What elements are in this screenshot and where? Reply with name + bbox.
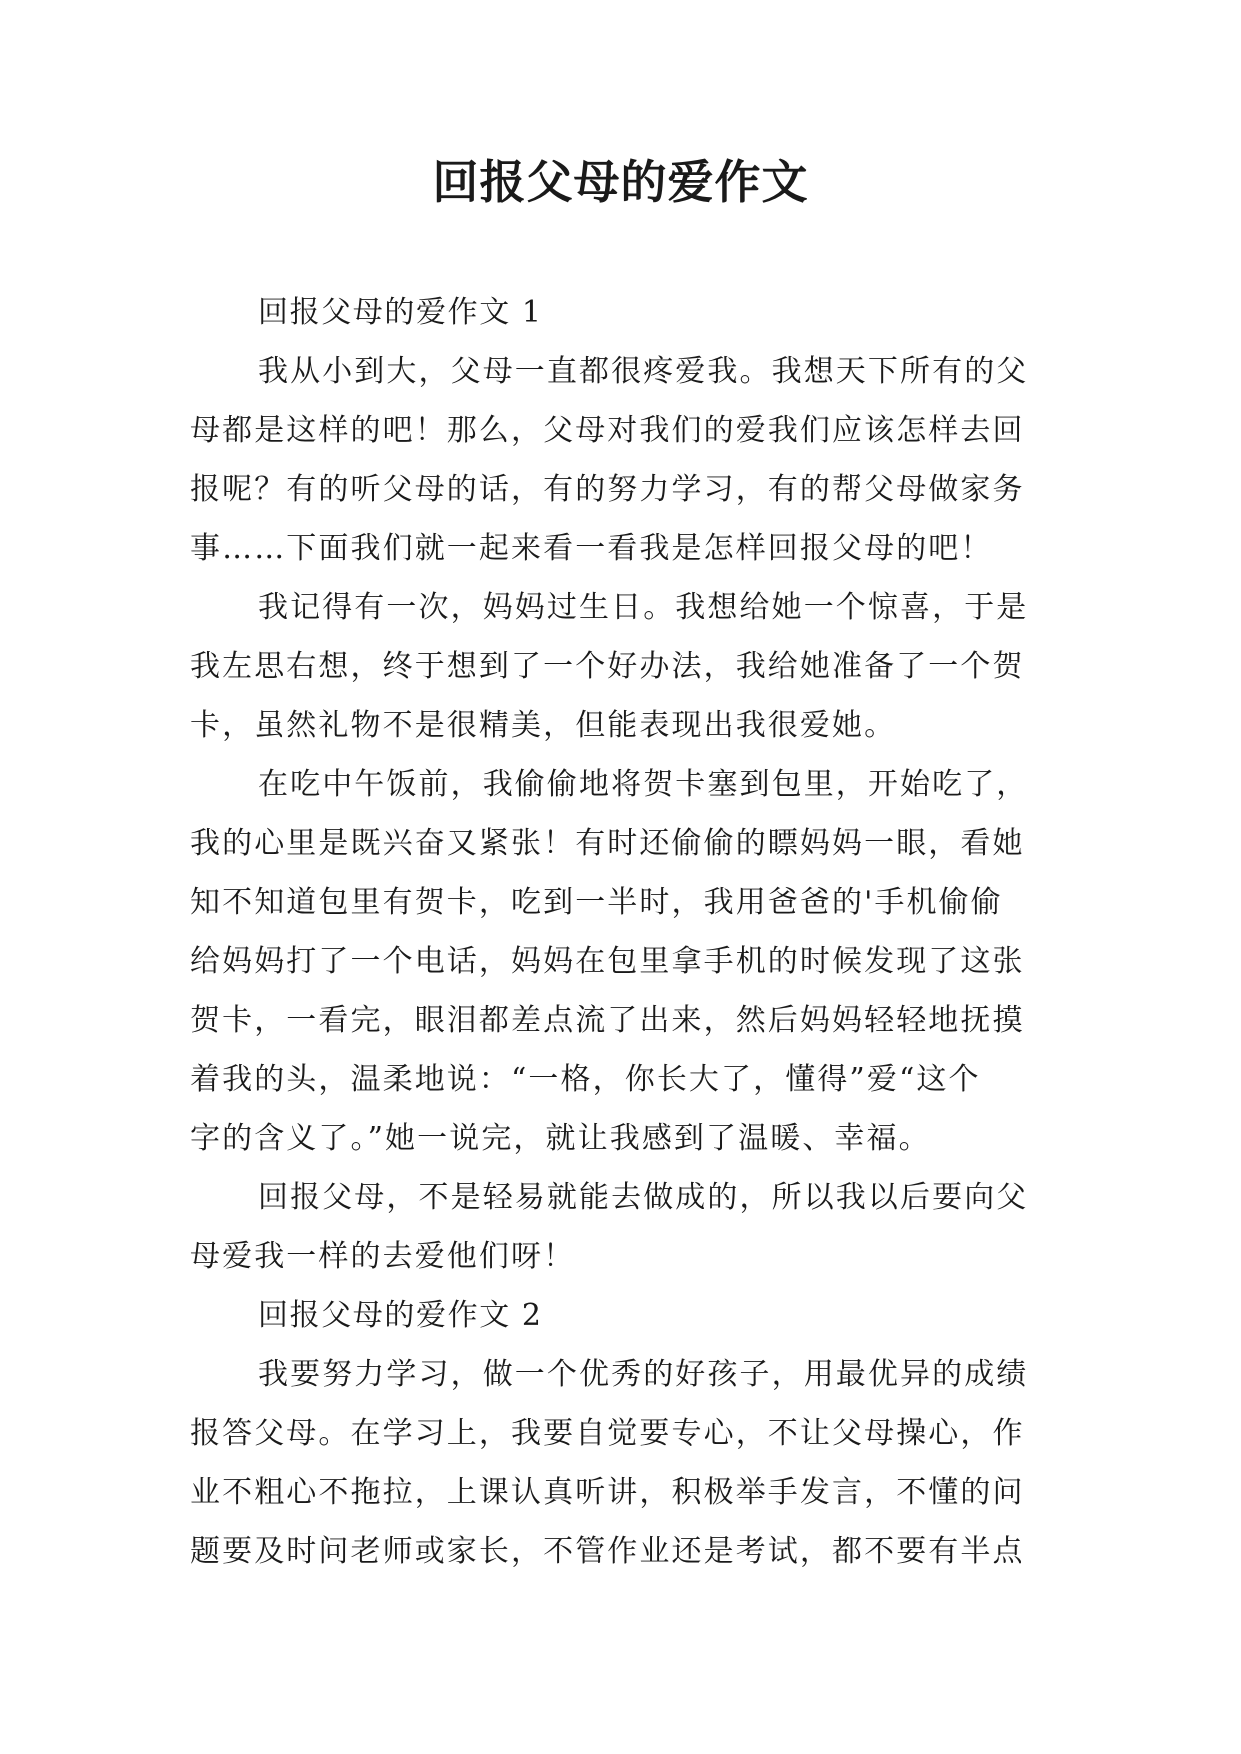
paragraph [190, 342, 1070, 578]
section-heading: 回报父母的爱作文 1 [258, 295, 543, 330]
paragraph [190, 578, 1070, 755]
text-line: 着我的头，温柔地说：“一格，你长大了，懂得”爱“这个 [190, 1062, 981, 1097]
paragraph [190, 755, 1070, 1168]
text-line: 我的心里是既兴奋又紧张！有时还偷偷的瞟妈妈一眼，看她 [190, 826, 1025, 861]
text-line: 报呢？有的听父母的话，有的努力学习，有的帮父母做家务 [190, 472, 1025, 507]
text-line: 字的含义了。”她一说完，就让我感到了温暖、幸福。 [190, 1121, 931, 1156]
document-title: 回报父母的爱作文 [432, 155, 809, 209]
text-line: 知不知道包里有贺卡，吃到一半时，我用爸爸的'手机偷偷 [190, 885, 1003, 920]
text-line: 题要及时问老师或家长，不管作业还是考试，都不要有半点 [190, 1534, 1025, 1569]
text-line: 回报父母，不是轻易就能去做成的，所以我以后要向父 [258, 1180, 1029, 1215]
text-line: 事……下面我们就一起来看一看我是怎样回报父母的吧！ [190, 531, 993, 566]
text-line: 在吃中午饭前，我偷偷地将贺卡塞到包里，开始吃了， [258, 767, 1029, 802]
text-line: 我左思右想，终于想到了一个好办法，我给她准备了一个贺 [190, 649, 1025, 684]
text-line: 卡，虽然礼物不是很精美，但能表现出我很爱她。 [190, 708, 897, 743]
paragraph [190, 1345, 1070, 1581]
text-line: 我从小到大，父母一直都很疼爱我。我想天下所有的父 [258, 354, 1029, 389]
essay-section-1 [190, 283, 1070, 1286]
section-heading: 回报父母的爱作文 2 [258, 1298, 543, 1333]
text-line: 我记得有一次，妈妈过生日。我想给她一个惊喜，于是 [258, 590, 1029, 625]
paragraph [190, 1168, 1070, 1286]
essay-section-2 [190, 1286, 1070, 1581]
text-line: 业不粗心不拖拉，上课认真听讲，积极举手发言，不懂的问 [190, 1475, 1025, 1510]
text-line: 母都是这样的吧！那么，父母对我们的爱我们应该怎样去回 [190, 413, 1025, 448]
text-line: 给妈妈打了一个电话，妈妈在包里拿手机的时候发现了这张 [190, 944, 1025, 979]
text-line: 报答父母。在学习上，我要自觉要专心，不让父母操心，作 [190, 1416, 1025, 1451]
text-line: 母爱我一样的去爱他们呀！ [190, 1239, 576, 1274]
text-line: 贺卡，一看完，眼泪都差点流了出来，然后妈妈轻轻地抚摸 [190, 1003, 1025, 1038]
document-body [190, 283, 1070, 1581]
text-line: 我要努力学习，做一个优秀的好孩子，用最优异的成绩 [258, 1357, 1029, 1392]
